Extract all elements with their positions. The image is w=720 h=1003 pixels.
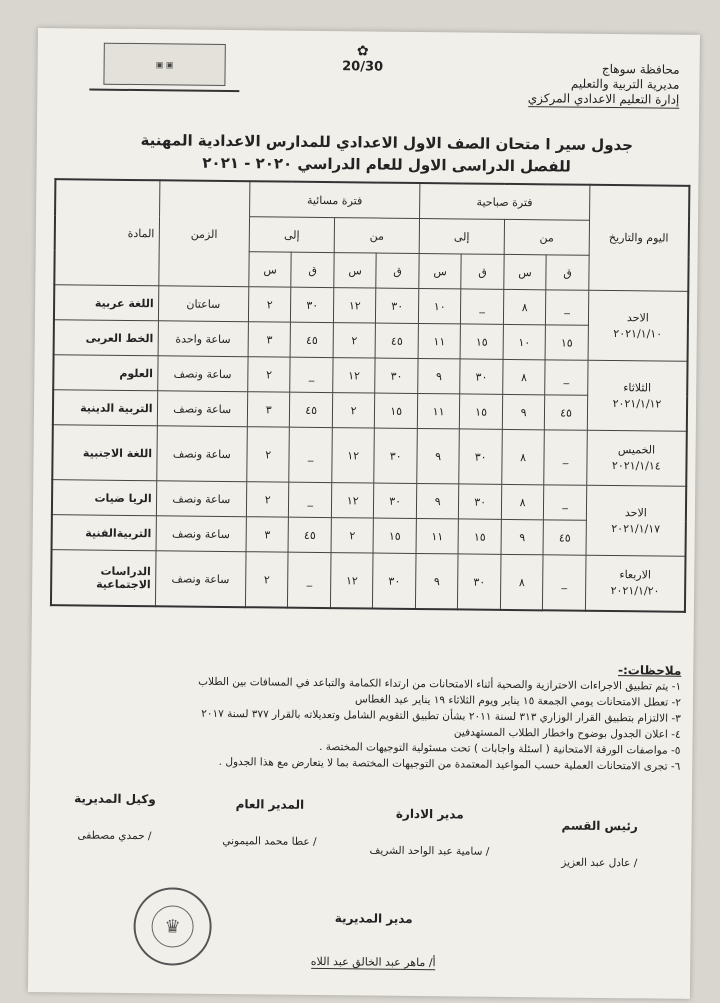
morning-from: من xyxy=(504,219,589,255)
duration-header: الزمن xyxy=(158,180,250,286)
time-cell: ٤٥ xyxy=(375,323,418,358)
time-cell: ١١ xyxy=(418,323,461,358)
time-cell: ٩ xyxy=(418,358,461,393)
ministry-logo xyxy=(89,39,240,93)
time-cell: ٣٠ xyxy=(375,358,418,393)
egypt-vision-logo xyxy=(333,43,393,75)
time-cell: ٢ xyxy=(332,393,375,428)
time-cell: ٨ xyxy=(503,359,546,394)
time-cell: ١٥ xyxy=(458,519,501,554)
time-cell: _ xyxy=(289,427,332,482)
time-cell: ٣٠ xyxy=(459,484,502,519)
sig-directorate-director xyxy=(248,910,499,971)
eagle-emblem-icon: ♛ xyxy=(151,905,193,947)
time-cell: ٣ xyxy=(248,322,291,357)
logo-image: ▣ ▣ xyxy=(103,43,225,86)
time-cell: ٤٥ xyxy=(543,520,586,555)
time-cell: ١١ xyxy=(416,518,459,553)
time-cell: ٣٠ xyxy=(374,428,417,483)
time-cell: ٣ xyxy=(246,517,289,552)
duration-cell: ساعتان xyxy=(158,286,249,322)
sig-role: مدير الادارة xyxy=(395,806,464,822)
day-cell xyxy=(587,430,687,486)
sig-role: رئيس القسم xyxy=(561,818,638,834)
table-row xyxy=(52,425,687,487)
signatures xyxy=(49,791,680,890)
sig-role: المدير العام xyxy=(235,797,305,812)
col-hour: س xyxy=(504,254,547,289)
time-cell: ٢ xyxy=(248,287,291,322)
time-cell: ٢ xyxy=(245,552,288,608)
exam-schedule-table xyxy=(50,178,690,613)
day-date: ٢٠٢١/١/٢٠ xyxy=(610,584,660,598)
sig-name: / حمدي مصطفى xyxy=(77,829,152,843)
time-cell: ١٥ xyxy=(375,393,418,428)
col-min: ق xyxy=(546,255,589,290)
time-cell: ٤٥ xyxy=(545,395,588,430)
governorate: محافظة سوهاج xyxy=(601,61,680,77)
evening-from: من xyxy=(334,218,419,254)
document-title xyxy=(106,129,666,179)
time-cell: ٢ xyxy=(331,518,374,553)
time-cell: _ xyxy=(543,555,586,611)
day-date: ٢٠٢١/١/١٠ xyxy=(613,326,663,341)
duration-cell: ساعة ونصف xyxy=(155,551,246,607)
time-cell: ١٥ xyxy=(460,324,503,359)
time-cell: ٤٥ xyxy=(291,322,334,357)
time-cell: ٩ xyxy=(416,483,459,518)
time-cell: _ xyxy=(545,360,588,395)
time-cell: ٣٠ xyxy=(373,553,416,609)
col-min: ق xyxy=(376,253,419,288)
day-header: اليوم والتاريخ xyxy=(589,185,690,292)
morning-header: فترة صباحية xyxy=(419,183,589,220)
note-item: ١- يتم تطبيق الاجراءات الاحترازية والصحية أثناء الامتحانات من ارتداء الكمامة والتباعد في المسافات بين الطلاب xyxy=(198,675,682,693)
subject-cell: العلوم xyxy=(53,355,157,391)
sig-role: وكيل المديرية xyxy=(74,791,156,807)
note-item: ٢- تعطل الامتحانات يومي الجمعة ١٥ يناير ويوم الثلاثاء ١٩ يناير عيد الغطاس xyxy=(354,693,682,709)
time-cell: ١٥ xyxy=(373,518,416,553)
time-cell: ١١ xyxy=(417,393,460,428)
time-cell: ٣٠ xyxy=(291,287,334,322)
notes-section xyxy=(50,656,681,775)
time-cell: _ xyxy=(290,357,333,392)
sig-name: / سامية عبد الواحد الشريف xyxy=(369,844,490,858)
note-item: ٥- مواصفات الورقة الامتحانية ( اسئلة واجابات ) تحت مسئولية التوجيهات المختصة . xyxy=(319,740,681,757)
sig-head-of-section xyxy=(539,818,660,869)
day-cell xyxy=(586,485,686,556)
day-date: ٢٠٢١/١/١٢ xyxy=(612,396,662,411)
duration-cell: ساعة واحدة xyxy=(158,321,249,357)
time-cell: ٨ xyxy=(502,429,545,484)
sig-name: / عادل عبد العزيز xyxy=(561,856,638,870)
day-name: الخميس xyxy=(617,443,656,457)
time-cell: _ xyxy=(546,290,589,325)
day-date: ٢٠٢١/١/١٧ xyxy=(611,521,661,536)
duration-cell: ساعة ونصف xyxy=(156,481,247,517)
time-cell: ٣ xyxy=(247,392,290,427)
time-cell: ٢ xyxy=(247,427,290,482)
time-cell: ١٢ xyxy=(333,358,376,393)
subject-cell: اللغة الاجنبية xyxy=(52,425,157,481)
time-cell: ٣٠ xyxy=(459,429,502,484)
note-item: ٤- اعلان الجدول بوضوح واخطار الطلاب المستهدفين xyxy=(453,726,681,741)
sig-deputy xyxy=(49,791,180,842)
time-cell: ١٢ xyxy=(332,428,375,483)
morning-to: إلى xyxy=(419,219,504,255)
time-cell: ١٢ xyxy=(330,553,373,609)
time-cell: ٩ xyxy=(502,394,545,429)
time-cell: ٨ xyxy=(500,554,543,610)
sig-name: / عطا محمد الميموني xyxy=(222,834,317,848)
day-name: الاحد xyxy=(624,505,647,519)
evening-header: فترة مسائية xyxy=(249,181,419,218)
col-min: ق xyxy=(461,254,504,289)
sig-admin-director xyxy=(349,806,510,858)
subject-header: المادة xyxy=(54,179,159,286)
title-line-1: جدول سير ا متحان الصف الاول الاعدادي للمدارس الاعدادية المهنية xyxy=(140,131,634,155)
title-line-2: للفصل الدراسى الاول للعام الدراسي ٢٠٢٠ - ٢٠٢١ xyxy=(202,153,571,176)
day-cell xyxy=(585,555,685,612)
subject-cell: الريا ضيات xyxy=(52,480,156,516)
org-header xyxy=(479,61,679,109)
col-hour: س xyxy=(249,252,292,287)
col-hour: س xyxy=(334,253,377,288)
subject-cell: اللغة عربية xyxy=(54,285,158,321)
time-cell: ٣٠ xyxy=(458,554,501,610)
evening-to: إلى xyxy=(249,217,334,253)
vision-text: 20/30 xyxy=(342,59,384,75)
time-cell: ٣٠ xyxy=(460,359,503,394)
time-cell: ٤٥ xyxy=(288,517,331,552)
time-cell: ٩ xyxy=(417,428,460,483)
time-cell: ٢ xyxy=(246,482,289,517)
col-hour: س xyxy=(419,254,462,289)
subject-cell: التربية الدينية xyxy=(53,390,157,426)
time-cell: _ xyxy=(288,552,331,608)
table-header-row-1 xyxy=(55,179,689,221)
time-cell: ٢ xyxy=(333,323,376,358)
time-cell: ٤٥ xyxy=(290,392,333,427)
note-item: ٦- تجرى الامتحانات العملية حسب المواعيد المعتمدة من التوجيهات المختصة بما لا يتعارض مع هذا الجدول . xyxy=(218,755,681,773)
directorate: مديرية التربية والتعليم xyxy=(570,76,680,92)
col-min: ق xyxy=(291,252,334,287)
time-cell: ٢ xyxy=(248,357,291,392)
time-cell: _ xyxy=(289,482,332,517)
duration-cell: ساعة ونصف xyxy=(156,516,247,552)
time-cell: ١٥ xyxy=(545,325,588,360)
document-page xyxy=(28,28,700,999)
day-date: ٢٠٢١/١/١٤ xyxy=(611,459,661,473)
duration-cell: ساعة ونصف xyxy=(156,426,247,482)
day-name: الاحد xyxy=(626,310,649,324)
day-cell xyxy=(587,360,687,431)
time-cell: ٨ xyxy=(501,484,544,519)
official-stamp xyxy=(133,887,212,966)
time-cell: ١٠ xyxy=(503,324,546,359)
day-name: الثلاثاء xyxy=(623,380,652,394)
time-cell: _ xyxy=(544,430,587,485)
table-body xyxy=(51,285,688,612)
time-cell: _ xyxy=(461,289,504,324)
time-cell: ١٥ xyxy=(460,394,503,429)
notes-heading: ملاحظات:- xyxy=(618,663,682,678)
department: إدارة التعليم الاعدادي المركزي xyxy=(527,91,680,107)
time-cell: ٩ xyxy=(415,553,458,609)
time-cell: _ xyxy=(544,485,587,520)
day-cell xyxy=(588,290,688,361)
table-row xyxy=(51,550,686,612)
sig-general-manager xyxy=(199,797,340,848)
sig-role: مدير المديرية xyxy=(334,911,413,926)
time-cell: ١٢ xyxy=(331,483,374,518)
time-cell: ١٠ xyxy=(418,289,461,324)
vision-emblem-icon: ✿ xyxy=(356,43,369,60)
time-cell: ٩ xyxy=(501,519,544,554)
time-cell: ٣٠ xyxy=(376,288,419,323)
subject-cell: الخط العربى xyxy=(54,320,158,356)
duration-cell: ساعة ونصف xyxy=(157,391,248,427)
time-cell: ٣٠ xyxy=(374,483,417,518)
duration-cell: ساعة ونصف xyxy=(157,356,248,392)
day-name: الاربعاء xyxy=(619,568,652,582)
time-cell: ٨ xyxy=(503,289,546,324)
sig-name: أ/ ماهر عبد الخالق عبد اللاه xyxy=(310,954,436,970)
subject-cell: الدراسات الاجتماعية xyxy=(51,550,156,607)
subject-cell: التربيةالفنية xyxy=(52,515,156,551)
note-item: ٣- الالتزام بتطبيق القرار الوزاري ٣١٣ لسنة ٢٠١١ بشأن تطبيق التقويم الشامل وتعديلاته بالقرار ٣٧٧ لسنة ٢٠١٧ xyxy=(201,707,681,725)
time-cell: ١٢ xyxy=(333,288,376,323)
